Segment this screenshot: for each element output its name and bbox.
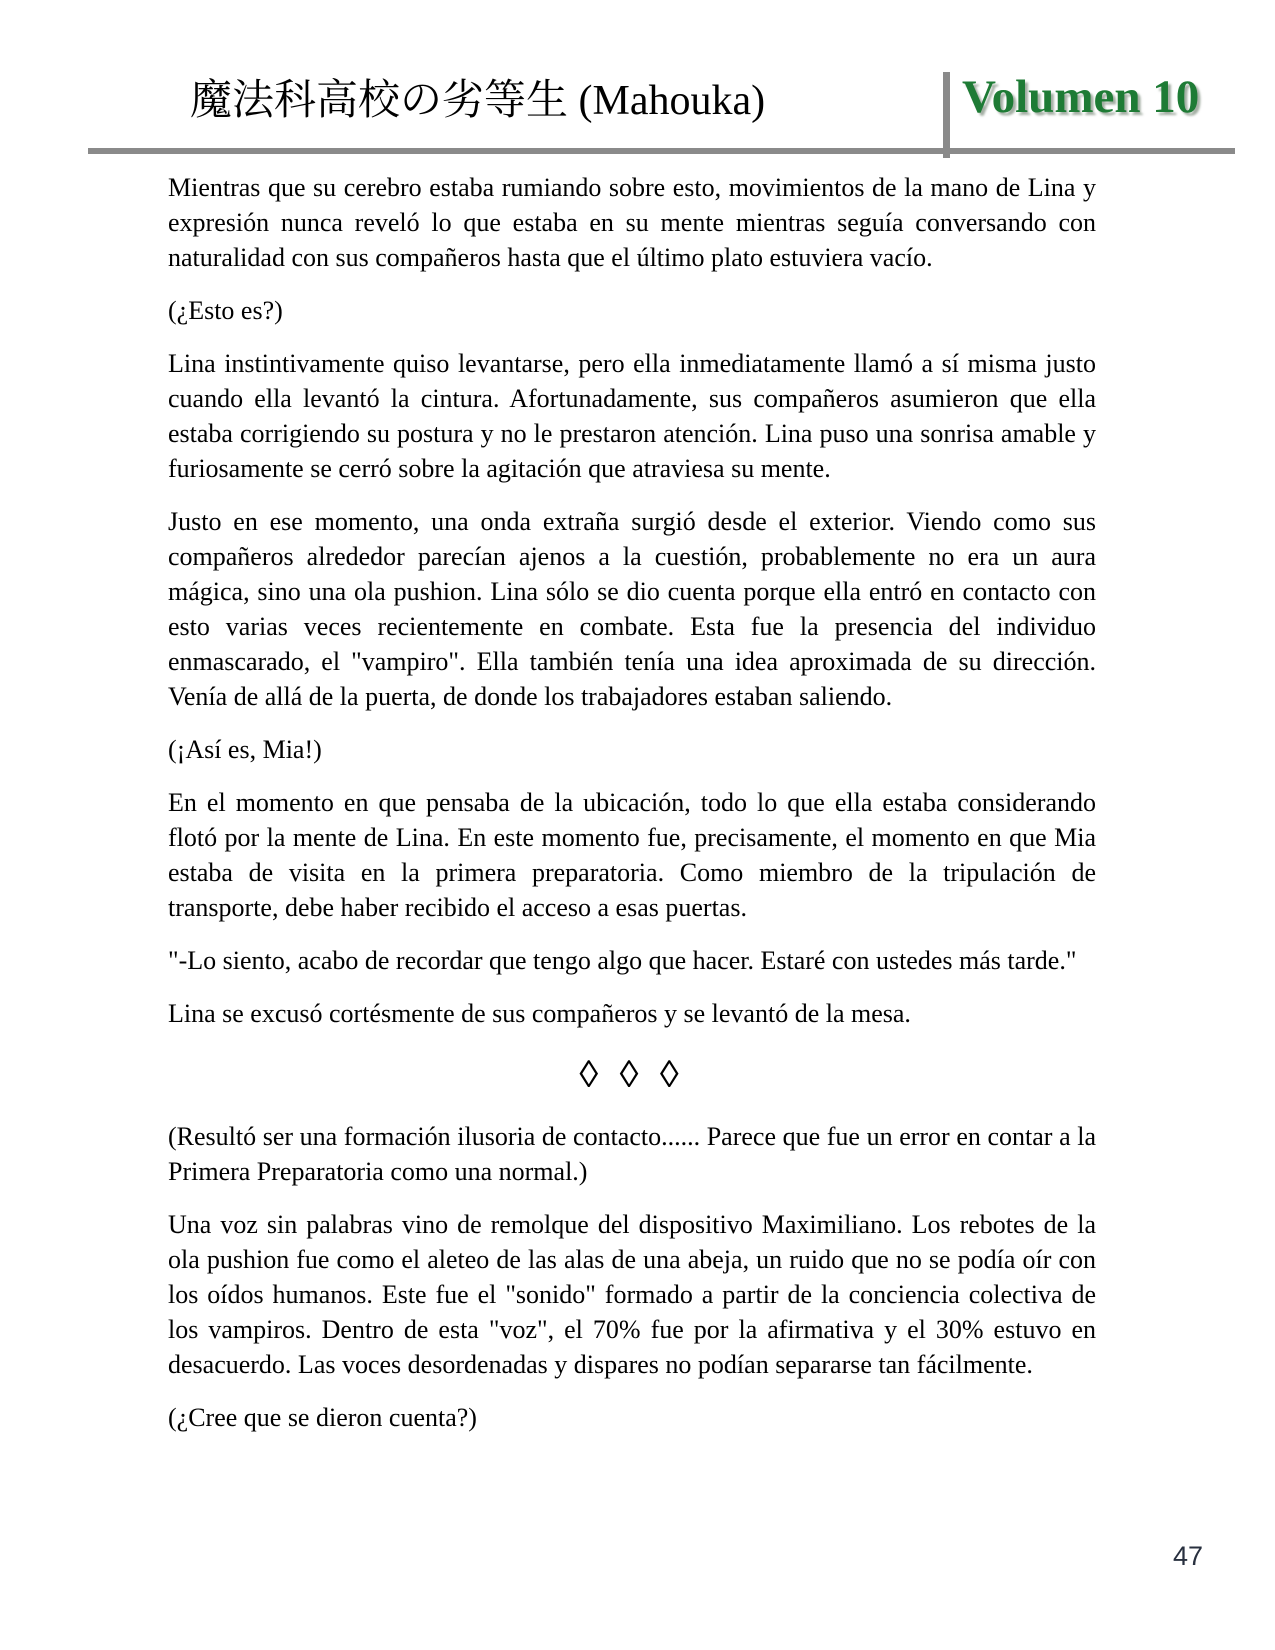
paragraph: (Resultó ser una formación ilusoria de contacto...... Parece que fue un error en contar a la Primera Preparatoria como una normal.) [168,1122,1096,1186]
paragraph: Mientras que su cerebro estaba rumiando sobre esto, movimientos de la mano de Lina y expresión nunca reveló lo que estaba en su mente mientras seguía conversando con naturalidad con sus compañeros hasta que el último plato estuviera vacío. [168,173,1096,272]
header-vertical-divider [943,72,950,158]
paragraph: (¿Cree que se dieron cuenta?) [168,1403,477,1432]
paragraph: Una voz sin palabras vino de remolque del dispositivo Maximiliano. Los rebotes de la ola pushion fue como el aleteo de las alas de una abeja, un ruido que no se podía oír con los oídos humanos. Este fue el "sonido" formado a partir de la conciencia colectiva de los vampiros. Dentro de esta "voz", el 70% fue por la afirmativa y el 30% estuvo en desacuerdo. Las voces desordenadas y dispares no podían separarse tan fácilmente. [168,1210,1096,1379]
page-number: 47 [1172,1541,1203,1571]
section-separator: ◊ ◊ ◊ [579,1054,685,1096]
paragraph: Lina se excusó cortésmente de sus compañeros y se levantó de la mesa. [168,999,911,1028]
paragraph: En el momento en que pensaba de la ubicación, todo lo que ella estaba considerando flotó por la mente de Lina. En este momento fue, precisamente, el momento en que Mia estaba de visita en la primera preparatoria. Como miembro de la tripulación de transporte, debe haber recibido el acceso a esas puertas. [168,788,1096,922]
paragraph: Justo en ese momento, una onda extraña surgió desde el exterior. Viendo como sus compañeros alrededor parecían ajenos a la cuestión, probablemente no era un aura mágica, sino una ola pushion. Lina sólo se dio cuenta porque ella entró en contacto con esto varias veces recientemente en combate. Esta fue la presencia del individuo enmascarado, el "vampiro". Ella también tenía una idea aproximada de su dirección. Venía de allá de la puerta, de donde los trabajadores estaban saliendo. [168,507,1096,711]
body-text [168,170,1096,1453]
header-horizontal-rule [88,148,1235,154]
paragraph: Lina instintivamente quiso levantarse, pero ella inmediatamente llamó a sí misma justo cuando ella levantó la cintura. Afortunadamente, sus compañeros asumieron que ella estaba corrigiendo su postura y no le prestaron atención. Lina puso una sonrisa amable y furiosamente se cerró sobre la agitación que atraviesa su mente. [168,349,1096,483]
paragraph: "-Lo siento, acabo de recordar que tengo algo que hacer. Estaré con ustedes más tarde." [168,946,1077,975]
paragraph: (¡Así es, Mia!) [168,735,322,764]
paragraph: (¿Esto es?) [168,296,283,325]
volume-label: Volumen 10 [962,71,1200,123]
document-title: 魔法科高校の劣等生 (Mahouka) [190,78,766,124]
